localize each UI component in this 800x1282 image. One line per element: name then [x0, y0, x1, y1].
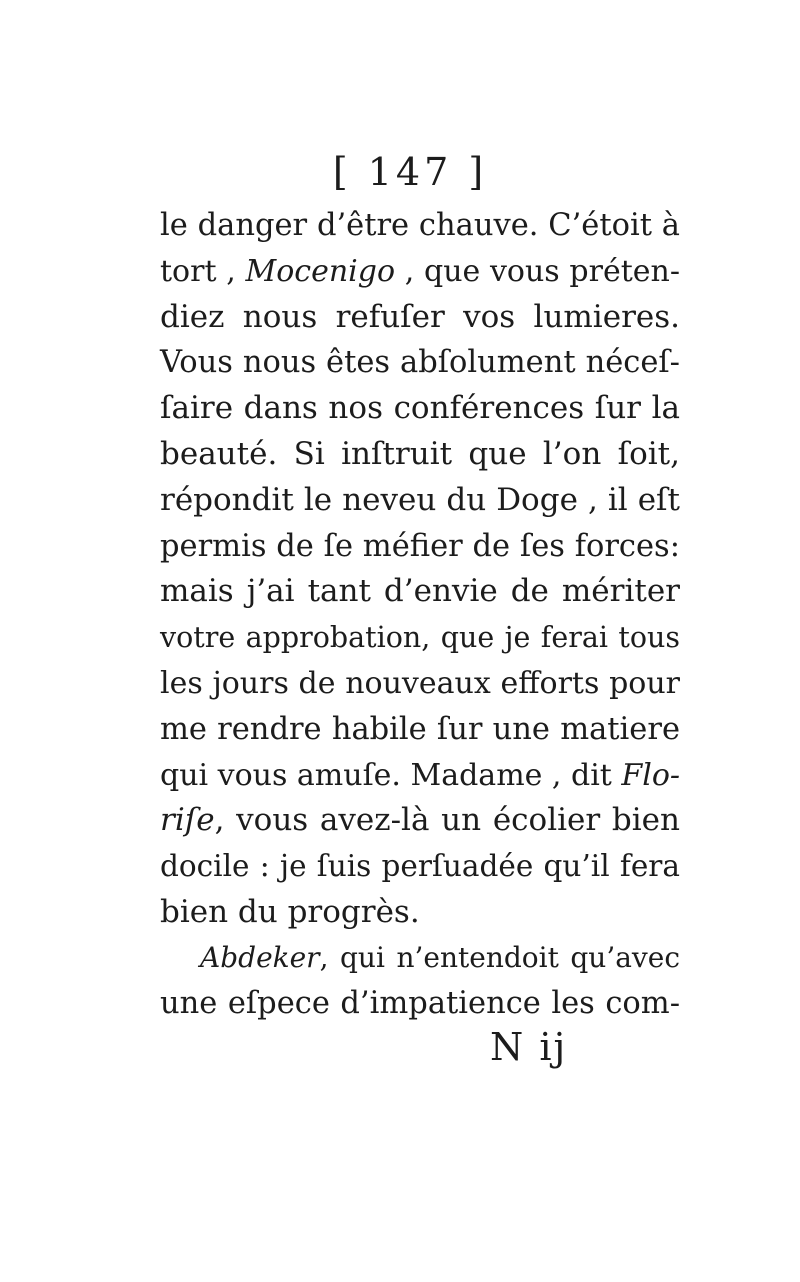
text-line: qui vous amuſe. Madame , dit Flo- — [160, 757, 681, 793]
paragraph-1 — [160, 203, 680, 936]
text-line: beauté. Si inſtruit que l’on ſoit, — [160, 435, 680, 472]
text-line: tort , Mocenigo , que vous préten- — [160, 253, 680, 289]
text-line: les jours de nouveaux efforts pour — [160, 665, 680, 701]
text-line: Abdeker, qui n’entendoit qu’avec — [200, 941, 680, 974]
text-line: une eſpece d’impatience les com- — [160, 985, 680, 1021]
text-line: répondit le neveu du Doge , il eſt — [160, 481, 680, 518]
text-line: diez nous refuſer vos lumieres. — [160, 298, 680, 335]
text-line: ſaire dans nos conférences ſur la — [160, 390, 680, 427]
paragraph-2 — [160, 935, 680, 1027]
text-line: Vous nous êtes abſolument néceſ- — [160, 345, 680, 381]
text-line: riſe, vous avez-là un écolier bien — [160, 802, 680, 839]
signature-mark: N ij — [490, 1025, 568, 1069]
text-line: permis de ſe méfier de ſes forces: — [160, 528, 680, 564]
text-line: le danger d’être chauve. C’étoit à — [160, 208, 680, 243]
text-line: docile : je ſuis perſuadée qu’il fera — [160, 849, 680, 884]
text-line: bien du progrès. — [160, 893, 420, 930]
text-line: mais j’ai tant d’envie de mériter — [160, 573, 680, 610]
text-line: votre approbation, que je ferai tous — [160, 621, 680, 655]
page-number: [ 147 ] — [332, 150, 488, 194]
text-line: me rendre habile ſur une matiere — [160, 711, 680, 747]
